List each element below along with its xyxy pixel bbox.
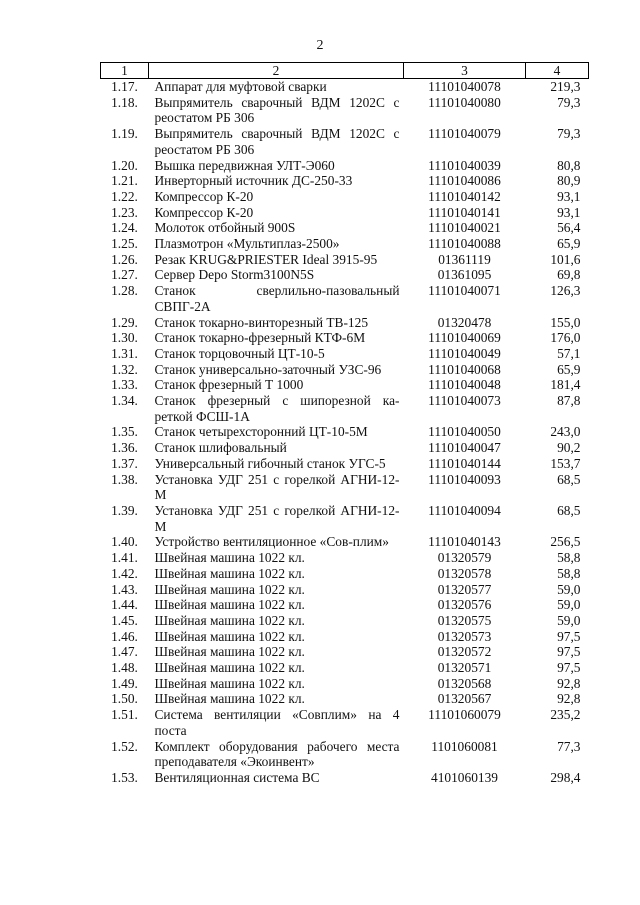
cost-value: 65,9 [557,236,581,252]
row-number: 1.23. [111,204,138,220]
equipment-name: Комплект оборудования рабочего места преподавателя «Экоинвент» [154,738,400,770]
cost-value: 59,0 [557,581,581,597]
column-header-1: 1 [101,63,149,79]
equipment-name: Швейная машина 1022 кл. [154,644,305,660]
inventory-number: 11101040073 [428,393,501,409]
row-number: 1.39. [111,502,138,518]
cost-value: 93,1 [557,204,581,220]
column-header-3: 3 [404,63,526,79]
equipment-name: Универсальный гибочный станок УГС-5 [154,455,386,471]
page-number: 2 [316,38,324,53]
inventory-number: 11101040079 [428,126,501,142]
inventory-number: 11101040094 [428,502,501,518]
equipment-name: Швейная машина 1022 кл. [154,612,305,628]
table-row [101,770,589,786]
table-row [101,283,589,314]
equipment-name: Станок торцовочный ЦТ-10-5 [154,345,325,361]
equipment-name: Вентиляционная система ВС [154,769,320,785]
equipment-name: Плазмотрон «Мультиплаз-2500» [154,236,340,252]
table-row [101,534,589,550]
cost-value: 126,3 [550,283,581,299]
cost-value: 92,8 [557,675,581,691]
equipment-name: Молоток отбойный 900S [154,220,296,236]
inventory-number: 01320579 [437,550,492,566]
equipment-name: Система вентиляции «Совплим» на 4 поста [154,707,400,738]
row-number: 1.46. [111,628,138,644]
table-row [101,424,589,440]
column-header-2: 2 [149,63,404,79]
cost-value: 181,4 [550,377,581,393]
row-number: 1.29. [111,314,138,330]
table-row [101,707,589,738]
inventory-number: 01320575 [437,612,492,628]
equipment-name: Установка УДГ 251 с горелкой АГНИ-12-М [154,471,400,503]
cost-value: 176,0 [550,330,581,346]
equipment-name: Швейная машина 1022 кл. [154,597,305,613]
equipment-name: Станок сверлильно-пазовальный СВПГ-2А [154,283,400,314]
table-row [101,377,589,393]
cost-value: 90,2 [557,440,581,456]
table-row [101,330,589,346]
row-number: 1.19. [111,126,138,142]
table-row [101,189,589,205]
inventory-number: 11101060079 [428,707,501,723]
inventory-number: 01320577 [437,581,492,597]
cost-value: 58,8 [557,550,581,566]
equipment-name: Инверторный источник ДС-250-33 [154,173,353,189]
cost-value: 58,8 [557,565,581,581]
equipment-name: Станок фрезерный с шипорезной ка-реткой ФСШ-1А [154,393,400,424]
table-row [101,582,589,598]
table-row [101,126,589,157]
table-row [101,691,589,707]
equipment-table [100,62,589,786]
inventory-number: 11101040047 [428,440,501,456]
row-number: 1.37. [111,455,138,471]
table-row [101,362,589,378]
row-number: 1.40. [111,534,138,550]
equipment-name: Швейная машина 1022 кл. [154,565,305,581]
row-number: 1.25. [111,236,138,252]
cost-value: 93,1 [557,188,581,204]
row-number: 1.17. [111,79,138,94]
inventory-number: 11101040080 [428,94,501,110]
table-row [101,173,589,189]
row-number: 1.44. [111,597,138,613]
row-number: 1.21. [111,173,138,189]
table-row [101,739,589,770]
row-number: 1.30. [111,330,138,346]
cost-value: 153,7 [550,455,581,471]
equipment-name: Швейная машина 1022 кл. [154,550,305,566]
cost-value: 59,0 [557,612,581,628]
inventory-number: 01320578 [437,565,492,581]
inventory-number: 01320567 [437,691,492,707]
row-number: 1.47. [111,644,138,660]
equipment-name: Швейная машина 1022 кл. [154,675,305,691]
inventory-number: 11101040086 [428,173,501,189]
inventory-number: 11101040141 [428,204,501,220]
row-number: 1.52. [111,738,138,754]
row-number: 1.18. [111,94,138,110]
row-number: 1.43. [111,581,138,597]
table-body [101,79,589,786]
column-header-4: 4 [526,63,589,79]
inventory-number: 11101040021 [428,220,501,236]
cost-value: 155,0 [550,314,581,330]
row-number: 1.42. [111,565,138,581]
equipment-name: Швейная машина 1022 кл. [154,581,305,597]
inventory-number: 01320568 [437,675,492,691]
cost-value: 97,5 [557,628,581,644]
inventory-number: 01320572 [437,644,492,660]
inventory-number: 01320576 [437,597,492,613]
equipment-name: Резак KRUG&PRIESTER Ideal 3915-95 [154,251,378,267]
inventory-number: 11101040068 [428,361,501,377]
table-row [101,550,589,566]
equipment-name: Аппарат для муфтовой сварки [154,79,327,94]
row-number: 1.28. [111,283,138,299]
equipment-name: Станок токарно-винторезный ТВ-125 [154,314,369,330]
cost-value: 256,5 [550,534,581,550]
table-row [101,566,589,582]
table-row [101,205,589,221]
inventory-number: 11101040078 [428,79,501,94]
row-number: 1.22. [111,188,138,204]
equipment-name: Сервер Depo Storm3100N5S [154,267,315,283]
table-row [101,267,589,283]
equipment-name: Станок универсально-заточный УЗС-96 [154,361,382,377]
table-row [101,220,589,236]
row-number: 1.26. [111,251,138,267]
equipment-name: Выпрямитель сварочный ВДМ 1202С с реостатом РБ 306 [154,126,400,157]
cost-value: 243,0 [550,424,581,440]
inventory-number: 11101040093 [428,471,501,487]
equipment-name: Швейная машина 1022 кл. [154,628,305,644]
inventory-number: 11101040049 [428,345,501,361]
inventory-number: 11101040142 [428,188,501,204]
equipment-name: Станок токарно-фрезерный КТФ-6М [154,330,366,346]
row-number: 1.27. [111,267,138,283]
equipment-name: Установка УДГ 251 с горелкой АГНИ-12-М [154,502,400,534]
row-number: 1.31. [111,345,138,361]
equipment-name: Компрессор К-20 [154,188,254,204]
row-number: 1.38. [111,471,138,487]
cost-value: 59,0 [557,597,581,613]
cost-value: 219,3 [550,79,581,94]
row-number: 1.24. [111,220,138,236]
inventory-number: 11101040069 [428,330,501,346]
table-row [101,393,589,424]
cost-value: 69,8 [557,267,581,283]
cost-value: 97,5 [557,644,581,660]
row-number: 1.45. [111,612,138,628]
equipment-name: Станок шлифовальный [154,440,287,456]
cost-value: 57,1 [557,345,581,361]
table-row [101,456,589,472]
row-number: 1.51. [111,707,138,723]
table-row [101,158,589,174]
inventory-number: 11101040071 [428,283,501,299]
equipment-name: Компрессор К-20 [154,204,254,220]
table-row [101,472,589,503]
inventory-number: 11101040088 [428,236,501,252]
row-number: 1.35. [111,424,138,440]
row-number: 1.36. [111,440,138,456]
equipment-name: Вышка передвижная УЛТ-Э060 [154,157,335,173]
inventory-number: 01320573 [437,628,492,644]
inventory-number: 11101040143 [428,534,501,550]
inventory-number: 11101040048 [428,377,501,393]
row-number: 1.50. [111,691,138,707]
table-row [101,503,589,534]
table-row [101,440,589,456]
table-row [101,346,589,362]
inventory-number: 11101040039 [428,157,501,173]
equipment-name: Выпрямитель сварочный ВДМ 1202С с реостатом РБ 306 [154,94,400,126]
cost-value: 87,8 [557,393,581,409]
table-row [101,597,589,613]
equipment-name: Устройство вентиляционное «Сов-плим» [154,534,389,550]
row-number: 1.20. [111,157,138,173]
row-number: 1.49. [111,675,138,691]
cost-value: 92,8 [557,691,581,707]
cost-value: 68,5 [557,471,581,487]
equipment-name: Швейная машина 1022 кл. [154,660,305,676]
equipment-name: Станок четырехсторонний ЦТ-10-5М [154,424,368,440]
row-number: 1.32. [111,361,138,377]
table-header-row [101,63,589,79]
cost-value: 65,9 [557,361,581,377]
row-number: 1.34. [111,393,138,409]
row-number: 1.33. [111,377,138,393]
row-number: 1.53. [111,769,138,785]
inventory-number: 11101040050 [428,424,501,440]
inventory-number: 01320571 [437,660,492,676]
cost-value: 298,4 [550,769,581,785]
cost-value: 235,2 [550,707,581,723]
table-row [101,79,589,95]
table-row [101,315,589,331]
row-number: 1.41. [111,550,138,566]
table-row [101,629,589,645]
cost-value: 77,3 [557,738,581,754]
table-row [101,613,589,629]
table-row [101,236,589,252]
inventory-number: 01361095 [437,267,492,283]
table-row [101,95,589,126]
table-row [101,252,589,268]
cost-value: 79,3 [557,94,581,110]
table-row [101,660,589,676]
cost-value: 101,6 [550,251,581,267]
inventory-number: 11101040144 [428,455,501,471]
inventory-number: 4101060139 [431,769,498,785]
equipment-name: Станок фрезерный Т 1000 [154,377,304,393]
row-number: 1.48. [111,660,138,676]
cost-value: 79,3 [557,126,581,142]
inventory-number: 01320478 [437,314,492,330]
inventory-number: 1101060081 [431,738,498,754]
table-row [101,676,589,692]
equipment-name: Швейная машина 1022 кл. [154,691,305,707]
cost-value: 97,5 [557,660,581,676]
cost-value: 56,4 [557,220,581,236]
cost-value: 80,9 [557,173,581,189]
table-row [101,644,589,660]
inventory-number: 01361119 [438,251,491,267]
cost-value: 68,5 [557,502,581,518]
cost-value: 80,8 [557,157,581,173]
